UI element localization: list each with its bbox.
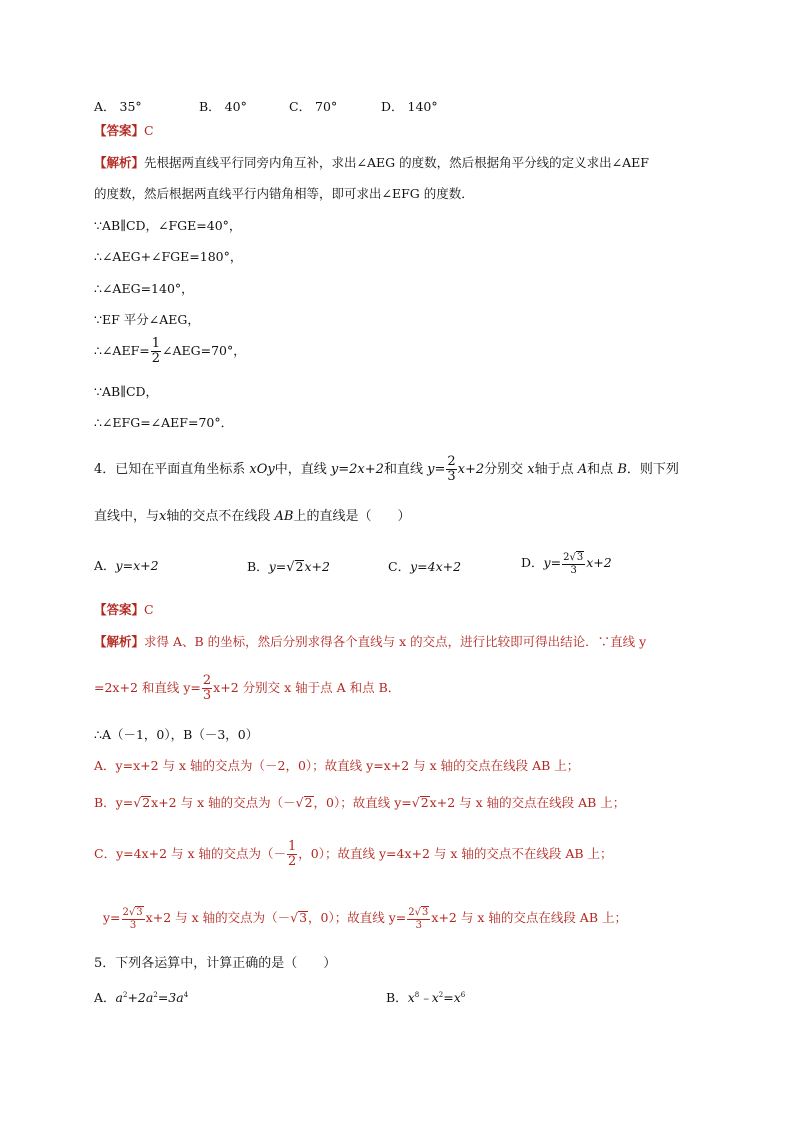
option-label: A． (94, 558, 116, 573)
text: 和直线 (383, 462, 423, 477)
q4-option-b (247, 557, 330, 575)
option-text: y=x+2 (115, 558, 159, 573)
q4-analysis-line-5 (94, 795, 625, 811)
text: x (407, 990, 415, 1005)
exponent: 8 (414, 991, 420, 999)
text: 4．已知在平面直角坐标系 (94, 462, 246, 477)
sqrt-icon: √ (411, 795, 420, 810)
q3-step-7: ∴∠EFG=∠AEF=70°． (94, 415, 234, 430)
answer-value: C (144, 123, 154, 138)
answer-tag: 【答案】 (94, 602, 145, 617)
exponent: 2 (153, 991, 158, 999)
text: ，0）；故直线 y= (313, 795, 412, 810)
text: B．y= (94, 795, 134, 810)
text: 轴于点 (534, 462, 574, 477)
radicand: 2 (142, 795, 151, 810)
text: B (617, 462, 627, 477)
q3-option-c: C． 70° (289, 99, 338, 114)
text: y= (103, 910, 121, 925)
denominator: 2 (151, 351, 161, 366)
fraction (562, 551, 585, 576)
exponent: 6 (460, 991, 466, 999)
numerator: 2√3 (408, 907, 429, 918)
q3-option-a: A． 35° (94, 99, 142, 114)
text: 轴的交点不在线段 (166, 509, 271, 524)
fraction (151, 337, 161, 366)
q3-answer-line (94, 123, 154, 139)
radicand: 2 (420, 795, 429, 810)
radicand: 2 (295, 559, 304, 574)
text: +2a (127, 990, 154, 1005)
analysis-text: 先根据两直线平行同旁内角互补，求出∠AEG 的度数，然后根据角平分线的定义求出∠AEF (144, 155, 649, 170)
option-label: A． (94, 990, 116, 1005)
fraction (407, 906, 430, 931)
q4-analysis-line-3: ∴A（－1，0），B（－3，0） (94, 727, 259, 742)
text: x+2 与 x 轴的交点在线段 AB 上； (431, 910, 627, 925)
text: x+2 与 x 轴的交点为（－ (151, 795, 296, 810)
text: ，0）；故直线 y=4x+2 与 x 轴的交点不在线段 AB 上； (298, 846, 613, 861)
q3-option-d: D． 140° (381, 99, 438, 114)
analysis-tag: 【解析】 (94, 634, 145, 649)
option-text: x+2 (304, 559, 330, 574)
q3-step-6: ∵AB∥CD， (94, 384, 159, 399)
fraction (122, 906, 145, 931)
option-label: D． (521, 555, 544, 570)
denominator: 3 (202, 688, 212, 703)
q3-analysis-line-2: 的度数，然后根据两直线平行内错角相等，即可求出∠EFG 的度数． (94, 186, 474, 201)
q3-step-2: ∴∠AEG+∠FGE=180°， (94, 249, 243, 264)
option-label: B． (247, 559, 269, 574)
text: A (577, 462, 588, 477)
q4-option-d (521, 548, 612, 578)
text: =3a (157, 990, 184, 1005)
text: x (527, 462, 535, 477)
text: a (115, 990, 123, 1005)
text: x+2 与 x 轴的交点为（－ (145, 910, 291, 925)
q4-analysis-line-6 (94, 840, 613, 869)
option-label: C． (388, 559, 411, 574)
text: 分别交 (484, 462, 524, 477)
denominator: 3 (570, 565, 577, 576)
q4-option-a (94, 552, 159, 580)
sqrt-icon: √ (290, 910, 299, 925)
denominator: 3 (415, 920, 423, 931)
q4-option-c (388, 557, 461, 575)
fraction (287, 840, 297, 869)
q4-analysis-line-4: A．y=x+2 与 x 轴的交点为（－2，0）；故直线 y=x+2 与 x 轴的交点在线段 AB 上； (94, 758, 580, 773)
numerator: 1 (288, 839, 297, 854)
q4-analysis-line-7 (103, 903, 627, 933)
answer-value: C (144, 602, 154, 617)
analysis-tag: 【解析】 (94, 155, 145, 170)
q3-option-b: B． 40° (199, 99, 247, 114)
text: x+2 分别交 x 轴于点 A 和点 B． (213, 680, 401, 695)
q4-analysis-line-1 (94, 634, 646, 650)
text: AB (274, 509, 294, 524)
radicand: 2 (304, 795, 313, 810)
radicand: 3 (299, 910, 308, 925)
text: =x (443, 990, 461, 1005)
analysis-text: 求得 A、B 的坐标，然后分别求得各个直线与 x 的交点，进行比较即可得出结论．∵直线 y (144, 634, 647, 649)
step-text: ∠AEG=70°， (162, 343, 246, 358)
step-text: ∴∠AEF= (94, 343, 150, 358)
numerator: 2 (447, 454, 456, 469)
numerator: 2√3 (122, 907, 143, 918)
q3-step-5 (94, 337, 246, 366)
text: ﹣x (419, 990, 439, 1005)
text: 中，直线 (274, 462, 327, 477)
option-label: B． (386, 990, 408, 1005)
text: 直线中，与 (94, 509, 160, 524)
sqrt-icon: √ (286, 560, 295, 575)
option-text: x+2 (586, 555, 612, 570)
q4-stem-line-2 (94, 509, 410, 525)
sqrt-icon: √ (133, 795, 142, 810)
q3-step-4: ∵EF 平分∠AEG， (94, 312, 200, 327)
numerator: 2√3 (563, 552, 584, 563)
text: ，0）；故直线 y= (308, 910, 407, 925)
text: y=2x+2 (330, 462, 384, 477)
fraction (202, 674, 212, 703)
q4-answer-line (94, 602, 154, 618)
q5-option-a (94, 988, 188, 1006)
q3-analysis-line-1 (94, 155, 649, 171)
exponent: 2 (122, 991, 128, 999)
text: ．则下列 (626, 462, 679, 477)
text: 上的直线是（ ） (293, 509, 411, 524)
q4-stem-line-1 (94, 455, 679, 484)
text: C．y=4x+2 与 x 轴的交点为（－ (94, 846, 286, 861)
text: xOy (249, 462, 275, 477)
text: 和点 (587, 462, 614, 477)
exponent: 2 (438, 991, 444, 999)
numerator: 2 (202, 673, 212, 688)
denominator: 2 (288, 854, 297, 869)
denominator: 3 (447, 469, 456, 484)
q5-option-b (386, 988, 465, 1006)
q5-stem: 5．下列各运算中，计算正确的是（ ） (94, 956, 337, 971)
numerator: 1 (151, 336, 161, 351)
exponent: 4 (183, 991, 189, 999)
q3-step-1: ∵AB∥CD，∠FGE=40°， (94, 218, 242, 233)
text: y= (427, 462, 446, 477)
text: =2x+2 和直线 y= (94, 680, 201, 695)
answer-tag: 【答案】 (94, 123, 145, 138)
sqrt-icon: √ (295, 795, 304, 810)
fraction (446, 455, 456, 484)
text: x (159, 509, 167, 524)
option-text: y=4x+2 (410, 559, 462, 574)
q4-analysis-line-2 (94, 674, 400, 703)
q3-step-3: ∴∠AEG=140°， (94, 281, 194, 296)
text: x+2 与 x 轴的交点在线段 AB 上； (429, 795, 626, 810)
option-text: y= (543, 555, 562, 570)
denominator: 3 (129, 920, 137, 931)
option-text: y= (268, 559, 287, 574)
text: x+2 (457, 462, 485, 477)
